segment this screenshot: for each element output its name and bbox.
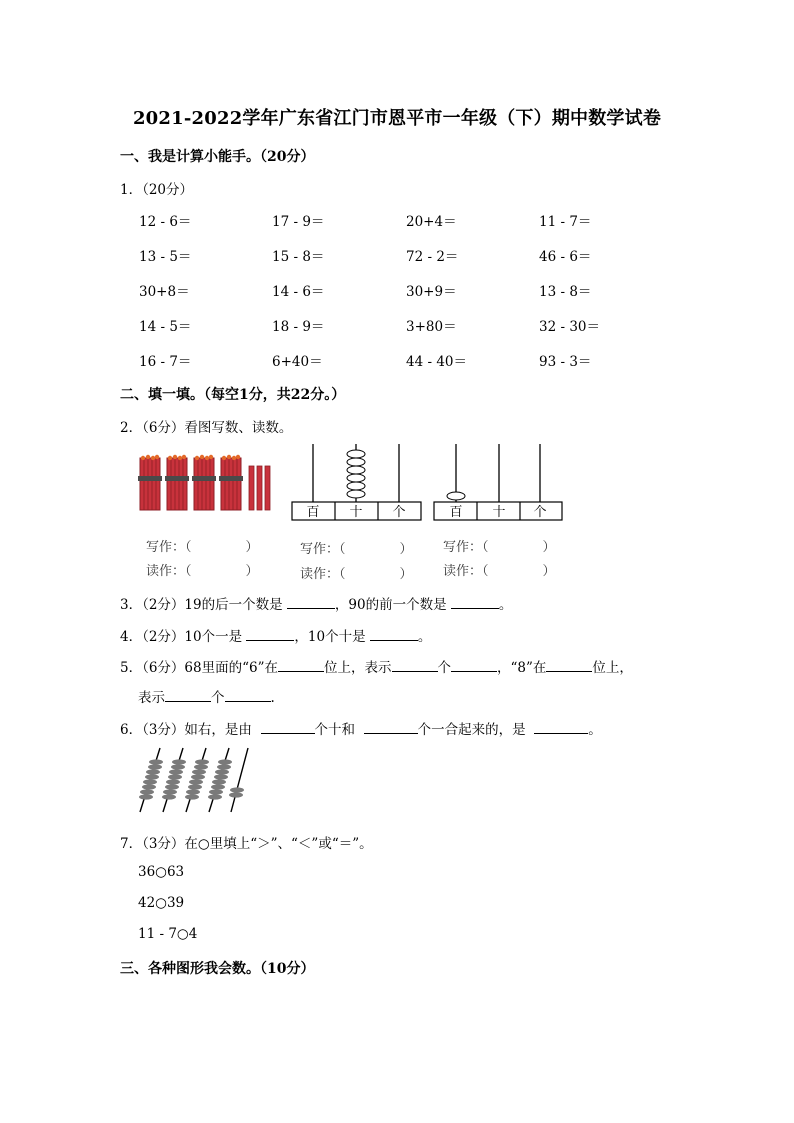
calc-item: 16 - 7＝ [139, 354, 192, 370]
answer-blank[interactable] [225, 689, 271, 702]
calc-item: 11 - 7＝ [539, 214, 592, 230]
bead-stack-5 [229, 787, 244, 797]
question-6: 6．（3分）如右，是由 个十和 个一合起来的，是 。 [120, 722, 602, 738]
calc-item: 93 - 3＝ [539, 354, 592, 370]
calc-item: 13 - 5＝ [139, 249, 192, 265]
compare-item: 36○63 [138, 864, 185, 880]
answer-blank[interactable] [534, 721, 588, 734]
calc-item: 46 - 6＝ [539, 249, 592, 265]
question-4: 4．（2分）10个一是 ，10个十是 。 [120, 629, 432, 645]
abacus-label-hundreds: 百 [449, 505, 463, 520]
section-3-heading: 三、各种图形我会数。（10分） [120, 961, 315, 977]
compare-item: 42○39 [138, 895, 185, 911]
write-caption-2: 写作：（ ） [300, 542, 413, 557]
compare-item: 11 - 7○4 [138, 926, 198, 942]
write-caption-1: 写作：（ ） [146, 540, 259, 555]
stick-bundle-1 [138, 455, 162, 510]
answer-blank[interactable] [364, 721, 418, 734]
answer-blank[interactable] [287, 596, 335, 609]
answer-blank[interactable] [451, 596, 499, 609]
stick-bundle-4 [219, 455, 243, 510]
answer-blank[interactable] [165, 689, 211, 702]
stick-bundles-figure [136, 440, 286, 516]
read-caption-2: 读作：（ ） [300, 567, 413, 582]
answer-blank[interactable] [392, 659, 438, 672]
question-3: 3．（2分）19的后一个数是 ，90的前一个数是 。 [120, 597, 513, 613]
answer-blank[interactable] [278, 659, 324, 672]
read-caption-1: 读作：（ ） [146, 564, 259, 579]
calc-item: 13 - 8＝ [539, 284, 592, 300]
write-caption-3: 写作：（ ） [443, 540, 556, 555]
question-1-stem: 1．（20分） [120, 182, 194, 198]
calc-item: 44 - 40＝ [406, 354, 468, 370]
calc-item: 6+40＝ [272, 354, 323, 370]
calc-item: 3+80＝ [406, 319, 457, 335]
stick-bundle-3 [192, 455, 216, 510]
question-5-line-2: 表示 个 . [138, 690, 275, 706]
section-1-heading: 一、我是计算小能手。（20分） [120, 149, 315, 165]
counting-rods-figure [134, 744, 252, 816]
abacus-beads-hundreds [447, 492, 465, 500]
abacus-label-ones: 个 [533, 505, 547, 520]
calc-item: 12 - 6＝ [139, 214, 192, 230]
abacus-label-ones: 个 [392, 505, 406, 520]
answer-blank[interactable] [261, 721, 315, 734]
abacus-label-hundreds: 百 [306, 505, 320, 520]
calc-item: 20+4＝ [406, 214, 457, 230]
answer-blank[interactable] [370, 628, 418, 641]
question-7-stem: 7．（3分）在○里填上“＞”、“＜”或“＝”。 [120, 836, 373, 852]
bead-stack-3 [185, 759, 209, 799]
bead-stack-2 [162, 759, 186, 799]
calc-item: 14 - 5＝ [139, 319, 192, 335]
read-caption-3: 读作：（ ） [443, 564, 556, 579]
calc-item: 30+9＝ [406, 284, 457, 300]
answer-blank[interactable] [246, 628, 294, 641]
abacus-beads-tens [347, 450, 365, 498]
stick-bundle-2 [165, 455, 189, 510]
answer-blank[interactable] [546, 659, 592, 672]
calc-item: 17 - 9＝ [272, 214, 325, 230]
question-5-line-1: 5．（6分）68里面的“6”在 位上，表示 个 ，“8”在 位上， [120, 660, 633, 676]
single-sticks [249, 466, 270, 510]
abacus-figure-2 [432, 440, 570, 524]
abacus-label-tens: 十 [492, 505, 506, 520]
page-title: 2021-2022学年广东省江门市恩平市一年级（下）期中数学试卷 [132, 108, 662, 129]
calc-item: 30+8＝ [139, 284, 190, 300]
abacus-figure-1 [290, 440, 428, 524]
bead-stack-4 [208, 759, 232, 799]
calc-item: 15 - 8＝ [272, 249, 325, 265]
abacus-label-tens: 十 [349, 505, 363, 520]
calc-item: 18 - 9＝ [272, 319, 325, 335]
answer-blank[interactable] [451, 659, 497, 672]
calc-item: 32 - 30＝ [539, 319, 601, 335]
section-2-heading: 二、填一填。（每空1分，共22分。） [120, 387, 346, 403]
bead-stack-1 [139, 759, 163, 799]
calc-item: 72 - 2＝ [406, 249, 459, 265]
calc-item: 14 - 6＝ [272, 284, 325, 300]
question-2-stem: 2．（6分）看图写数、读数。 [120, 420, 293, 436]
